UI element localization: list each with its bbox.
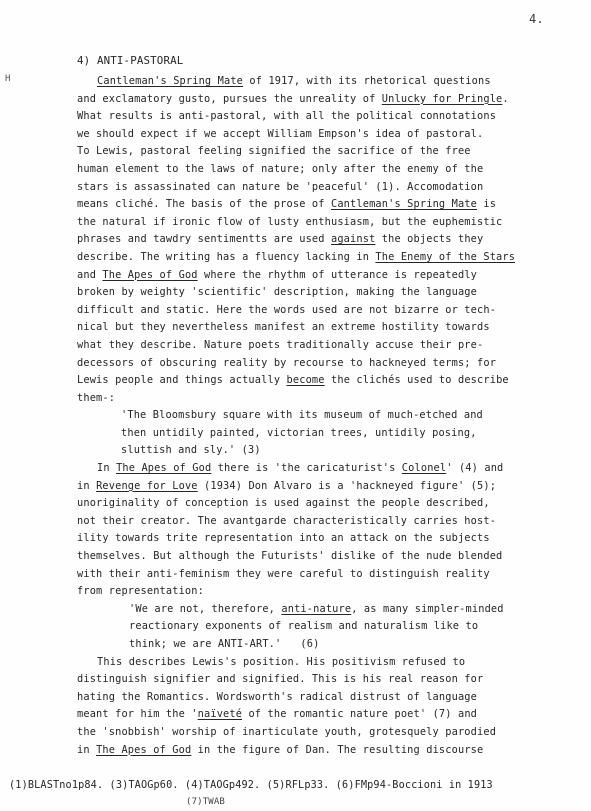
underlined-title: naïveté: [197, 708, 243, 721]
text-line: [77, 513, 582, 531]
text-segment: hating the Romantics. Wordsworth's radical distrust of language: [77, 690, 478, 703]
underlined-title: Unlucky for Pringle: [381, 92, 503, 105]
text-line: [77, 179, 582, 197]
text-segment: To Lewis, pastoral feeling signified the sacrifice of the free: [77, 145, 471, 158]
underlined-title: Cantleman's Spring Mate: [330, 198, 478, 211]
underlined-title: against: [330, 233, 376, 246]
text-segment: This describes Lewis's position. His positivism refused to: [97, 655, 466, 668]
text-segment: them-:: [77, 391, 116, 404]
text-segment: 'The Bloomsbury square with its museum of much-etched and: [121, 409, 483, 422]
text-segment: is: [477, 198, 497, 211]
text-segment: what they describe. Nature poets traditionally accuse their pre-: [77, 338, 484, 351]
text-line: [77, 337, 582, 355]
text-segment: reactionary exponents of realism and naturalism like to: [129, 620, 479, 633]
text-segment: we should expect if we accept William Empson's idea of pastoral.: [77, 127, 484, 140]
text-line: [77, 302, 582, 320]
text-segment: distinguish signifier and signified. This is his real reason for: [77, 673, 484, 686]
text-segment: .: [502, 92, 509, 105]
text-line: [77, 108, 582, 126]
text-segment: human element to the laws of nature; only after the enemy of the: [77, 162, 484, 175]
text-segment: meant for him the ': [77, 708, 198, 721]
text-line: [77, 460, 582, 478]
body-text: [77, 73, 582, 759]
text-segment: not their creator. The avantgarde characteristically carries host-: [77, 514, 497, 527]
text-segment: stars is assassinated can nature be 'peaceful' (1). Accomodation: [77, 180, 484, 193]
text-line: [77, 284, 582, 302]
text-line: [77, 636, 582, 654]
text-segment: 'We are not, therefore,: [129, 602, 282, 615]
text-segment: in: [77, 479, 97, 492]
text-segment: the objects they: [375, 233, 484, 246]
underlined-title: The Apes of God: [96, 743, 192, 756]
underlined-title: The Apes of God: [102, 268, 198, 281]
underlined-title: anti-nature: [281, 602, 352, 615]
text-segment: of 1917, with its rhetorical questions: [243, 75, 491, 87]
text-segment: with their anti-feminism they were careful to distinguish reality: [77, 567, 490, 580]
text-segment: in the figure of Dan. The resulting discourse: [191, 743, 484, 756]
text-line: [77, 91, 582, 109]
footnotes: (1)BLASTno1p84. (3)TAOGp60. (4)TAOGp492. (5)RFLp33. (6)FMp94-Boccioni in 1913: [9, 780, 493, 791]
text-line: [77, 355, 582, 373]
text-segment: broken by weighty 'scientific' description, making the language: [77, 286, 478, 299]
underlined-title: The Apes of God: [116, 462, 212, 475]
text-segment: from representation:: [77, 585, 204, 598]
text-line: [77, 407, 582, 425]
text-line: [77, 618, 582, 636]
text-segment: of the romantic nature poet' (7) and: [242, 708, 478, 721]
text-segment: describe. The writing has a fluency lacking in: [77, 250, 376, 263]
text-segment: means cliché. The basis of the prose of: [77, 198, 331, 211]
text-segment: What results is anti-pastoral, with all the political connotations: [77, 110, 497, 123]
text-segment: (1934) Don Alvaro is a 'hackneyed figure' (5);: [197, 479, 497, 492]
text-segment: themselves. But although the Futurists' dislike of the nude blended: [77, 550, 503, 563]
text-segment: sluttish and sly.' (3): [121, 444, 261, 457]
text-line: [77, 724, 582, 742]
text-segment: and exclamatory gusto, pursues the unreality of: [77, 92, 382, 105]
underlined-title: become: [286, 374, 325, 387]
text-segment: and: [77, 268, 103, 281]
text-line: [77, 319, 582, 337]
text-segment: ' (4) and: [446, 462, 504, 475]
text-segment: decessors of obscuring reality by recourse to hackneyed terms; for: [77, 356, 497, 369]
text-line: [77, 231, 582, 249]
text-line: [77, 161, 582, 179]
text-line: [77, 478, 582, 496]
footnote-continued: (7)TWAB: [186, 797, 225, 807]
text-segment: Lewis people and things actually: [77, 374, 287, 387]
text-segment: in: [77, 743, 97, 756]
underlined-title: Colonel: [401, 462, 447, 475]
section-heading: 4) ANTI-PASTORAL: [77, 54, 184, 67]
text-segment: there is 'the caricaturist's: [211, 462, 402, 475]
text-line: [77, 196, 582, 214]
text-line: [77, 73, 582, 91]
text-line: [77, 671, 582, 689]
margin-mark: H: [5, 74, 11, 84]
text-segment: nical but they nevertheless manifest an extreme hostility towards: [77, 321, 490, 334]
text-segment: the clichés used to describe: [324, 374, 509, 387]
text-line: [77, 706, 582, 724]
underlined-title: The Enemy of the Stars: [375, 250, 516, 263]
text-segment: ility towards trite representation into an attack on the subjects: [77, 532, 490, 545]
text-line: [77, 214, 582, 232]
text-line: [77, 143, 582, 161]
text-segment: phrases and tawdry sentimentts are used: [77, 233, 331, 246]
text-segment: the natural if ironic flow of lusty enthusiasm, but the euphemistic: [77, 215, 503, 228]
text-line: [77, 601, 582, 619]
text-line: [77, 689, 582, 707]
text-segment: difficult and static. Here the words used are not bizarre or tech-: [77, 303, 497, 316]
text-line: [77, 530, 582, 548]
text-segment: , as many simpler-minded: [351, 602, 504, 615]
text-line: [77, 495, 582, 513]
text-line: [77, 372, 582, 390]
text-segment: think; we are ANTI-ART.' (6): [129, 638, 320, 650]
underlined-title: Revenge for Love: [96, 479, 198, 492]
text-line: [77, 425, 582, 443]
text-line: [77, 742, 582, 760]
underlined-title: Cantleman's Spring Mate: [97, 75, 244, 87]
text-line: [77, 390, 582, 408]
text-line: [77, 566, 582, 584]
text-line: [77, 654, 582, 672]
text-line: [77, 267, 582, 285]
text-segment: In: [97, 462, 117, 475]
text-line: [77, 548, 582, 566]
text-segment: the 'snobbish' worship of inarticulate youth, grotesquely parodied: [77, 725, 497, 738]
text-line: [77, 249, 582, 267]
text-line: [77, 442, 582, 460]
text-line: [77, 583, 582, 601]
text-segment: unoriginality of conception is used against the people described,: [77, 497, 490, 510]
text-segment: then untidily painted, victorian trees, untidily posing,: [121, 426, 477, 439]
text-line: [77, 126, 582, 144]
page-number: 4.: [529, 12, 544, 26]
text-segment: where the rhythm of utterance is repeatedly: [197, 268, 478, 281]
